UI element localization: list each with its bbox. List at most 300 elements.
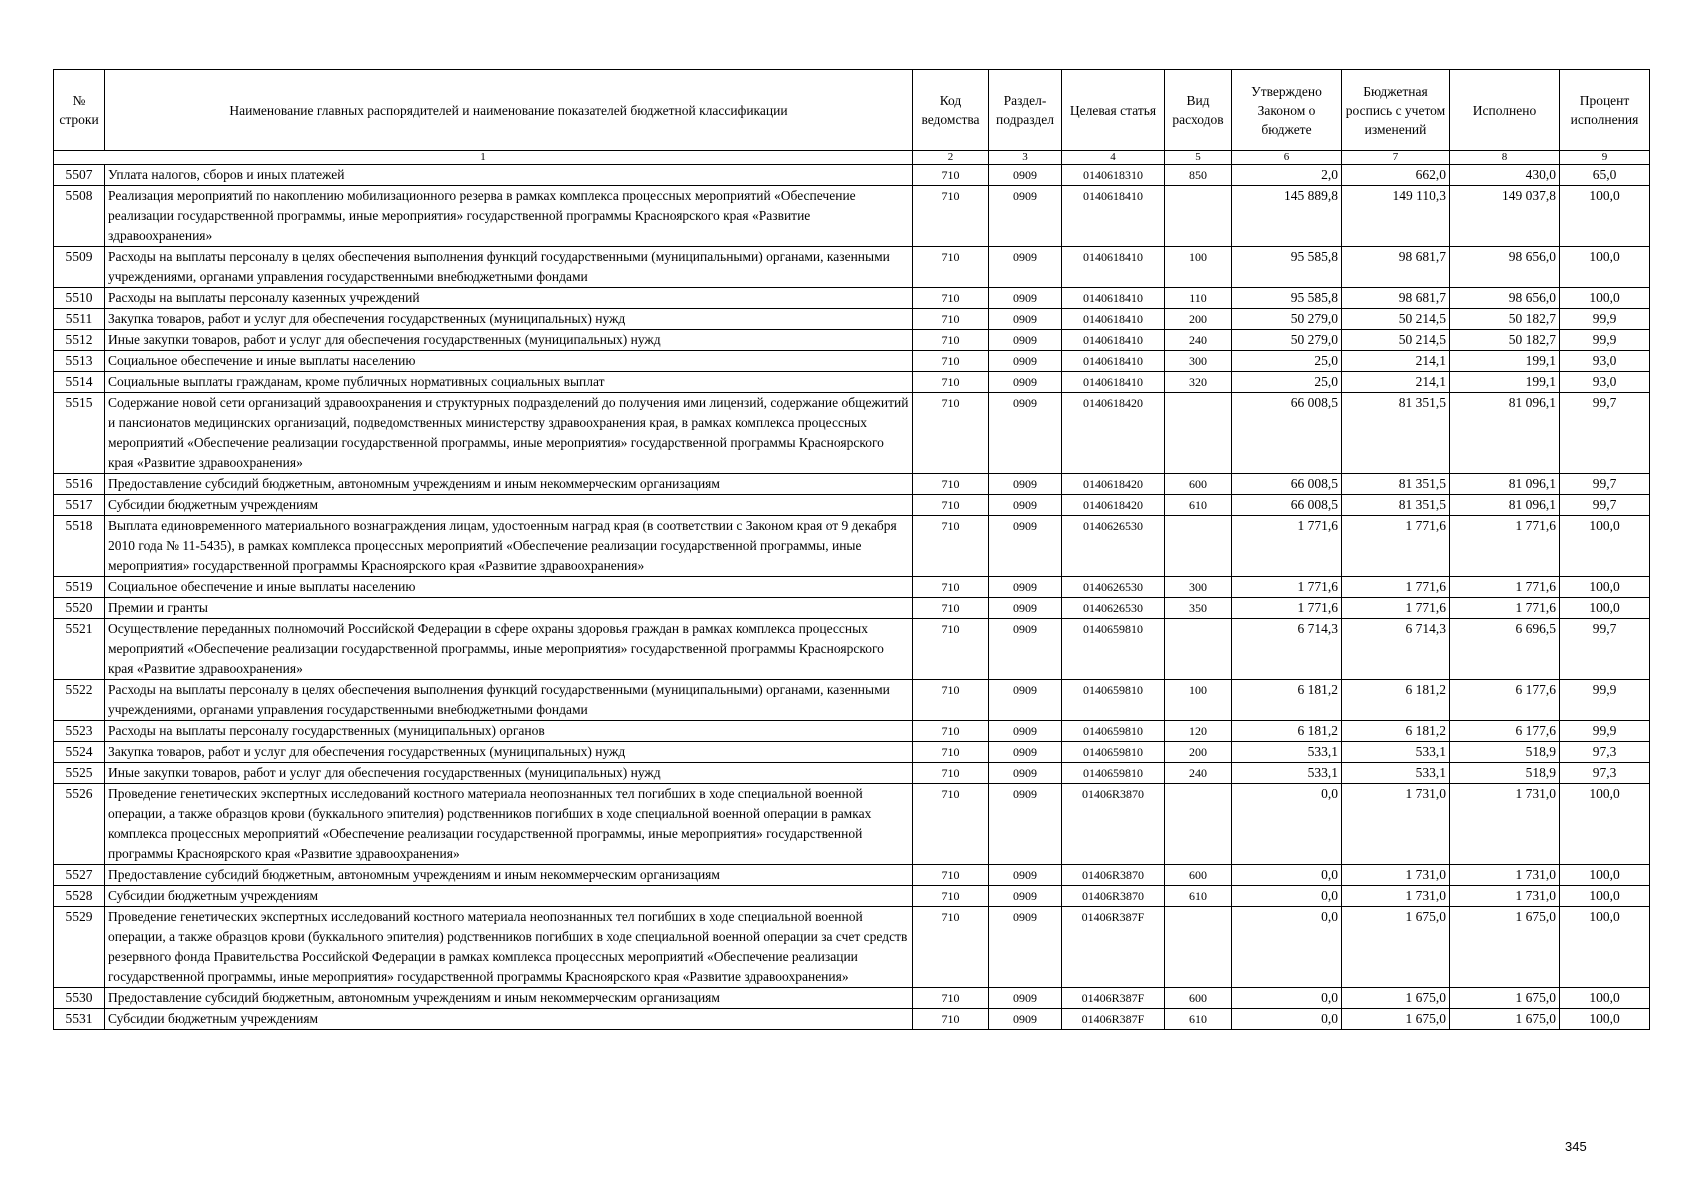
row-target-article: 0140618420 (1062, 393, 1165, 474)
row-expense-type: 850 (1165, 165, 1232, 186)
table-row (54, 393, 1650, 474)
table-row (54, 742, 1650, 763)
row-target-article: 01406R3870 (1062, 865, 1165, 886)
row-expense-type: 610 (1165, 1009, 1232, 1030)
table-row (54, 288, 1650, 309)
row-expense-type: 240 (1165, 763, 1232, 784)
header-percent: Процент исполнения (1560, 70, 1650, 151)
row-ved-code: 710 (913, 721, 989, 742)
row-expense-type: 300 (1165, 351, 1232, 372)
row-section: 0909 (989, 247, 1062, 288)
row-number: 5524 (54, 742, 105, 763)
row-ved-code: 710 (913, 495, 989, 516)
row-expense-type (1165, 619, 1232, 680)
row-expense-type (1165, 784, 1232, 865)
table-row (54, 577, 1650, 598)
row-percent: 99,7 (1560, 474, 1650, 495)
row-percent: 99,7 (1560, 495, 1650, 516)
row-percent: 99,9 (1560, 680, 1650, 721)
row-target-article: 0140659810 (1062, 763, 1165, 784)
row-name: Расходы на выплаты персоналу в целях обеспечения выполнения функций государственными (муниципальными) органами, казенными учреждениями, органами управления государственными внебюджетными фондами (105, 680, 913, 721)
row-ved-code: 710 (913, 247, 989, 288)
row-target-article: 01406R3870 (1062, 784, 1165, 865)
table-row (54, 165, 1650, 186)
table-row (54, 680, 1650, 721)
row-approved: 0,0 (1232, 1009, 1342, 1030)
row-percent: 99,9 (1560, 309, 1650, 330)
row-ved-code: 710 (913, 186, 989, 247)
row-percent: 93,0 (1560, 351, 1650, 372)
row-name: Уплата налогов, сборов и иных платежей (105, 165, 913, 186)
row-budget-list: 6 181,2 (1342, 721, 1450, 742)
row-ved-code: 710 (913, 988, 989, 1009)
row-section: 0909 (989, 577, 1062, 598)
row-budget-list: 214,1 (1342, 372, 1450, 393)
row-approved: 145 889,8 (1232, 186, 1342, 247)
row-approved: 25,0 (1232, 351, 1342, 372)
column-number: 7 (1342, 151, 1450, 165)
row-executed: 1 771,6 (1450, 598, 1560, 619)
row-target-article: 0140618410 (1062, 351, 1165, 372)
row-number: 5511 (54, 309, 105, 330)
row-expense-type: 300 (1165, 577, 1232, 598)
row-approved: 66 008,5 (1232, 393, 1342, 474)
row-name: Премии и гранты (105, 598, 913, 619)
row-percent: 93,0 (1560, 372, 1650, 393)
row-budget-list: 214,1 (1342, 351, 1450, 372)
table-row (54, 247, 1650, 288)
column-number: 3 (989, 151, 1062, 165)
row-executed: 518,9 (1450, 742, 1560, 763)
row-percent: 99,7 (1560, 619, 1650, 680)
row-executed: 1 771,6 (1450, 516, 1560, 577)
row-approved: 0,0 (1232, 907, 1342, 988)
table-row (54, 619, 1650, 680)
row-ved-code: 710 (913, 309, 989, 330)
row-executed: 1 771,6 (1450, 577, 1560, 598)
row-executed: 1 675,0 (1450, 907, 1560, 988)
row-number: 5529 (54, 907, 105, 988)
header-row (54, 70, 1650, 151)
table-body (54, 165, 1650, 1030)
row-approved: 95 585,8 (1232, 247, 1342, 288)
row-target-article: 0140618420 (1062, 495, 1165, 516)
row-name: Субсидии бюджетным учреждениям (105, 1009, 913, 1030)
row-section: 0909 (989, 865, 1062, 886)
header-approved: Утверждено Законом о бюджете (1232, 70, 1342, 151)
row-expense-type: 610 (1165, 495, 1232, 516)
row-target-article: 0140618410 (1062, 186, 1165, 247)
row-section: 0909 (989, 907, 1062, 988)
row-number: 5525 (54, 763, 105, 784)
row-number: 5508 (54, 186, 105, 247)
row-target-article: 0140618410 (1062, 247, 1165, 288)
row-expense-type (1165, 393, 1232, 474)
row-budget-list: 1 675,0 (1342, 1009, 1450, 1030)
table-row (54, 372, 1650, 393)
row-ved-code: 710 (913, 907, 989, 988)
table-row (54, 1009, 1650, 1030)
row-budget-list: 81 351,5 (1342, 474, 1450, 495)
row-name: Реализация мероприятий по накоплению мобилизационного резерва в рамках комплекса процессных мероприятий «Обеспечение реализации государственной программы, иные мероприятия» государственной программы Красноярского края «Развитие здравоохранения» (105, 186, 913, 247)
row-executed: 1 675,0 (1450, 1009, 1560, 1030)
row-number: 5523 (54, 721, 105, 742)
column-number: 1 (54, 151, 913, 165)
row-approved: 1 771,6 (1232, 577, 1342, 598)
row-approved: 6 181,2 (1232, 680, 1342, 721)
page-number: 345 (1565, 1139, 1587, 1154)
row-budget-list: 1 771,6 (1342, 516, 1450, 577)
row-approved: 50 279,0 (1232, 330, 1342, 351)
row-name: Расходы на выплаты персоналу в целях обеспечения выполнения функций государственными (муниципальными) органами, казенными учреждениями, органами управления государственными внебюджетными фондами (105, 247, 913, 288)
row-executed: 518,9 (1450, 763, 1560, 784)
row-name: Проведение генетических экспертных исследований костного материала неопознанных тел погибших в ходе специальной военной операции, а также образцов крови (буккального эпителия) родственников погибших в ходе специальной военной операции в рамках комплекса процессных мероприятий «Обеспечение реализации государственной программы, иные мероприятия» государственной программы Красноярского края «Развитие здравоохранения» (105, 784, 913, 865)
row-name: Социальные выплаты гражданам, кроме публичных нормативных социальных выплат (105, 372, 913, 393)
header-expense-type: Вид расходов (1165, 70, 1232, 151)
row-budget-list: 1 731,0 (1342, 784, 1450, 865)
column-number: 5 (1165, 151, 1232, 165)
row-name: Содержание новой сети организаций здравоохранения и структурных подразделений до получения ими лицензий, содержание общежитий и пансионатов медицинских организаций, подведомственных министерству здравоохранения края, в рамках комплекса процессных мероприятий «Обеспечение реализации государственной программы, иные мероприятия» государственной программы Красноярского края «Развитие здравоохранения» (105, 393, 913, 474)
table-row (54, 330, 1650, 351)
row-expense-type: 100 (1165, 247, 1232, 288)
column-number: 4 (1062, 151, 1165, 165)
table-row (54, 598, 1650, 619)
row-percent: 100,0 (1560, 886, 1650, 907)
row-percent: 100,0 (1560, 516, 1650, 577)
row-approved: 1 771,6 (1232, 516, 1342, 577)
row-approved: 533,1 (1232, 763, 1342, 784)
row-budget-list: 6 714,3 (1342, 619, 1450, 680)
row-number: 5526 (54, 784, 105, 865)
row-budget-list: 81 351,5 (1342, 393, 1450, 474)
row-section: 0909 (989, 886, 1062, 907)
header-row-number: № строки (54, 70, 105, 151)
row-budget-list: 1 771,6 (1342, 577, 1450, 598)
row-expense-type (1165, 186, 1232, 247)
row-ved-code: 710 (913, 865, 989, 886)
row-section: 0909 (989, 721, 1062, 742)
budget-table (53, 69, 1650, 1030)
row-executed: 1 731,0 (1450, 886, 1560, 907)
row-name: Выплата единовременного материального вознаграждения лицам, удостоенным наград края (в соответствии с Законом края от 9 декабря 2010 года № 11-5435), в рамках комплекса процессных мероприятий «Обеспечение реализации государственной программы, иные мероприятия» государственной программы Красноярского края «Развитие здравоохранения» (105, 516, 913, 577)
row-number: 5517 (54, 495, 105, 516)
row-section: 0909 (989, 372, 1062, 393)
row-percent: 97,3 (1560, 763, 1650, 784)
row-executed: 50 182,7 (1450, 330, 1560, 351)
row-percent: 100,0 (1560, 186, 1650, 247)
row-ved-code: 710 (913, 742, 989, 763)
row-target-article: 01406R387F (1062, 988, 1165, 1009)
column-numbers-row (54, 151, 1650, 165)
header-target-article: Целевая статья (1062, 70, 1165, 151)
row-percent: 99,9 (1560, 330, 1650, 351)
table-row (54, 865, 1650, 886)
row-ved-code: 710 (913, 577, 989, 598)
row-expense-type: 600 (1165, 988, 1232, 1009)
row-number: 5516 (54, 474, 105, 495)
row-expense-type: 100 (1165, 680, 1232, 721)
row-approved: 533,1 (1232, 742, 1342, 763)
row-target-article: 0140659810 (1062, 680, 1165, 721)
row-budget-list: 533,1 (1342, 763, 1450, 784)
row-section: 0909 (989, 330, 1062, 351)
row-section: 0909 (989, 393, 1062, 474)
row-budget-list: 533,1 (1342, 742, 1450, 763)
table-row (54, 721, 1650, 742)
row-name: Иные закупки товаров, работ и услуг для обеспечения государственных (муниципальных) нужд (105, 763, 913, 784)
row-ved-code: 710 (913, 288, 989, 309)
row-section: 0909 (989, 288, 1062, 309)
table-row (54, 988, 1650, 1009)
row-budget-list: 50 214,5 (1342, 309, 1450, 330)
row-name: Предоставление субсидий бюджетным, автономным учреждениям и иным некоммерческим организациям (105, 474, 913, 495)
row-approved: 0,0 (1232, 865, 1342, 886)
row-executed: 6 177,6 (1450, 680, 1560, 721)
row-ved-code: 710 (913, 886, 989, 907)
table-row (54, 886, 1650, 907)
row-ved-code: 710 (913, 1009, 989, 1030)
row-executed: 430,0 (1450, 165, 1560, 186)
row-percent: 100,0 (1560, 288, 1650, 309)
row-section: 0909 (989, 598, 1062, 619)
row-budget-list: 1 731,0 (1342, 886, 1450, 907)
row-approved: 0,0 (1232, 784, 1342, 865)
row-budget-list: 6 181,2 (1342, 680, 1450, 721)
row-percent: 100,0 (1560, 1009, 1650, 1030)
row-expense-type: 200 (1165, 742, 1232, 763)
table-row (54, 351, 1650, 372)
header-executed: Исполнено (1450, 70, 1560, 151)
header-name: Наименование главных распорядителей и наименование показателей бюджетной классификации (105, 70, 913, 151)
row-section: 0909 (989, 742, 1062, 763)
column-number: 8 (1450, 151, 1560, 165)
row-percent: 65,0 (1560, 165, 1650, 186)
row-target-article: 0140659810 (1062, 742, 1165, 763)
row-approved: 1 771,6 (1232, 598, 1342, 619)
row-section: 0909 (989, 1009, 1062, 1030)
row-target-article: 0140618410 (1062, 288, 1165, 309)
row-ved-code: 710 (913, 330, 989, 351)
table-row (54, 784, 1650, 865)
row-number: 5514 (54, 372, 105, 393)
row-name: Социальное обеспечение и иные выплаты населению (105, 577, 913, 598)
row-number: 5515 (54, 393, 105, 474)
row-executed: 98 656,0 (1450, 247, 1560, 288)
row-number: 5522 (54, 680, 105, 721)
row-budget-list: 662,0 (1342, 165, 1450, 186)
row-ved-code: 710 (913, 680, 989, 721)
row-ved-code: 710 (913, 372, 989, 393)
row-expense-type: 200 (1165, 309, 1232, 330)
row-percent: 99,7 (1560, 393, 1650, 474)
row-executed: 1 675,0 (1450, 988, 1560, 1009)
row-budget-list: 98 681,7 (1342, 288, 1450, 309)
row-target-article: 01406R3870 (1062, 886, 1165, 907)
row-target-article: 01406R387F (1062, 1009, 1165, 1030)
row-executed: 50 182,7 (1450, 309, 1560, 330)
row-expense-type: 600 (1165, 865, 1232, 886)
row-expense-type: 240 (1165, 330, 1232, 351)
row-ved-code: 710 (913, 393, 989, 474)
header-budget-list: Бюджетная роспись с учетом изменений (1342, 70, 1450, 151)
row-target-article: 0140618410 (1062, 330, 1165, 351)
row-percent: 100,0 (1560, 907, 1650, 988)
row-section: 0909 (989, 988, 1062, 1009)
row-target-article: 0140659810 (1062, 721, 1165, 742)
row-approved: 66 008,5 (1232, 495, 1342, 516)
table-row (54, 474, 1650, 495)
row-ved-code: 710 (913, 784, 989, 865)
row-number: 5528 (54, 886, 105, 907)
row-number: 5509 (54, 247, 105, 288)
row-number: 5527 (54, 865, 105, 886)
row-executed: 1 731,0 (1450, 865, 1560, 886)
row-approved: 66 008,5 (1232, 474, 1342, 495)
row-executed: 81 096,1 (1450, 474, 1560, 495)
row-percent: 97,3 (1560, 742, 1650, 763)
row-executed: 98 656,0 (1450, 288, 1560, 309)
column-number: 6 (1232, 151, 1342, 165)
row-budget-list: 98 681,7 (1342, 247, 1450, 288)
header-ved-code: Код ведомства (913, 70, 989, 151)
row-executed: 149 037,8 (1450, 186, 1560, 247)
row-name: Предоставление субсидий бюджетным, автономным учреждениям и иным некоммерческим организациям (105, 865, 913, 886)
row-number: 5521 (54, 619, 105, 680)
table-row (54, 763, 1650, 784)
row-section: 0909 (989, 516, 1062, 577)
row-expense-type: 610 (1165, 886, 1232, 907)
table-row (54, 495, 1650, 516)
row-name: Социальное обеспечение и иные выплаты населению (105, 351, 913, 372)
budget-table-sheet (53, 69, 1649, 1030)
row-percent: 100,0 (1560, 988, 1650, 1009)
row-name: Осуществление переданных полномочий Российской Федерации в сфере охраны здоровья граждан в рамках комплекса процессных мероприятий «Обеспечение реализации государственной программы, иные мероприятия» государственной программы Красноярского края «Развитие здравоохранения» (105, 619, 913, 680)
row-ved-code: 710 (913, 619, 989, 680)
row-section: 0909 (989, 495, 1062, 516)
row-name: Субсидии бюджетным учреждениям (105, 886, 913, 907)
row-expense-type: 350 (1165, 598, 1232, 619)
row-section: 0909 (989, 309, 1062, 330)
row-section: 0909 (989, 165, 1062, 186)
row-number: 5531 (54, 1009, 105, 1030)
row-target-article: 01406R387F (1062, 907, 1165, 988)
row-approved: 0,0 (1232, 886, 1342, 907)
row-approved: 2,0 (1232, 165, 1342, 186)
row-approved: 50 279,0 (1232, 309, 1342, 330)
row-target-article: 0140618410 (1062, 309, 1165, 330)
row-executed: 81 096,1 (1450, 495, 1560, 516)
row-number: 5507 (54, 165, 105, 186)
row-target-article: 0140618410 (1062, 372, 1165, 393)
row-executed: 6 696,5 (1450, 619, 1560, 680)
row-budget-list: 149 110,3 (1342, 186, 1450, 247)
row-budget-list: 1 675,0 (1342, 907, 1450, 988)
row-number: 5519 (54, 577, 105, 598)
row-target-article: 0140659810 (1062, 619, 1165, 680)
row-name: Расходы на выплаты персоналу казенных учреждений (105, 288, 913, 309)
row-expense-type: 120 (1165, 721, 1232, 742)
table-row (54, 516, 1650, 577)
table-row (54, 186, 1650, 247)
row-section: 0909 (989, 619, 1062, 680)
header-section: Раздел-подраздел (989, 70, 1062, 151)
row-expense-type (1165, 516, 1232, 577)
row-section: 0909 (989, 763, 1062, 784)
row-budget-list: 50 214,5 (1342, 330, 1450, 351)
row-name: Закупка товаров, работ и услуг для обеспечения государственных (муниципальных) нужд (105, 309, 913, 330)
row-section: 0909 (989, 474, 1062, 495)
table-row (54, 309, 1650, 330)
row-executed: 1 731,0 (1450, 784, 1560, 865)
row-budget-list: 1 731,0 (1342, 865, 1450, 886)
row-section: 0909 (989, 186, 1062, 247)
row-name: Иные закупки товаров, работ и услуг для обеспечения государственных (муниципальных) нужд (105, 330, 913, 351)
row-ved-code: 710 (913, 763, 989, 784)
row-executed: 6 177,6 (1450, 721, 1560, 742)
row-approved: 6 181,2 (1232, 721, 1342, 742)
row-number: 5518 (54, 516, 105, 577)
row-name: Предоставление субсидий бюджетным, автономным учреждениям и иным некоммерческим организациям (105, 988, 913, 1009)
row-ved-code: 710 (913, 516, 989, 577)
row-percent: 100,0 (1560, 784, 1650, 865)
row-section: 0909 (989, 680, 1062, 721)
column-number: 9 (1560, 151, 1650, 165)
row-number: 5520 (54, 598, 105, 619)
row-ved-code: 710 (913, 351, 989, 372)
row-expense-type: 320 (1165, 372, 1232, 393)
row-percent: 100,0 (1560, 247, 1650, 288)
row-percent: 100,0 (1560, 865, 1650, 886)
row-number: 5530 (54, 988, 105, 1009)
row-budget-list: 1 675,0 (1342, 988, 1450, 1009)
row-executed: 81 096,1 (1450, 393, 1560, 474)
row-number: 5512 (54, 330, 105, 351)
row-name: Закупка товаров, работ и услуг для обеспечения государственных (муниципальных) нужд (105, 742, 913, 763)
row-target-article: 0140626530 (1062, 598, 1165, 619)
row-executed: 199,1 (1450, 372, 1560, 393)
row-number: 5510 (54, 288, 105, 309)
row-target-article: 0140618420 (1062, 474, 1165, 495)
row-approved: 6 714,3 (1232, 619, 1342, 680)
row-approved: 0,0 (1232, 988, 1342, 1009)
row-percent: 100,0 (1560, 577, 1650, 598)
row-approved: 95 585,8 (1232, 288, 1342, 309)
table-row (54, 907, 1650, 988)
row-percent: 99,9 (1560, 721, 1650, 742)
row-budget-list: 1 771,6 (1342, 598, 1450, 619)
row-percent: 100,0 (1560, 598, 1650, 619)
row-expense-type: 600 (1165, 474, 1232, 495)
row-ved-code: 710 (913, 474, 989, 495)
row-approved: 25,0 (1232, 372, 1342, 393)
row-ved-code: 710 (913, 598, 989, 619)
row-expense-type: 110 (1165, 288, 1232, 309)
row-ved-code: 710 (913, 165, 989, 186)
row-section: 0909 (989, 784, 1062, 865)
row-target-article: 0140626530 (1062, 577, 1165, 598)
row-expense-type (1165, 907, 1232, 988)
row-target-article: 0140626530 (1062, 516, 1165, 577)
row-number: 5513 (54, 351, 105, 372)
row-section: 0909 (989, 351, 1062, 372)
row-name: Субсидии бюджетным учреждениям (105, 495, 913, 516)
row-budget-list: 81 351,5 (1342, 495, 1450, 516)
column-number: 2 (913, 151, 989, 165)
row-target-article: 0140618310 (1062, 165, 1165, 186)
row-executed: 199,1 (1450, 351, 1560, 372)
row-name: Проведение генетических экспертных исследований костного материала неопознанных тел погибших в ходе специальной военной операции, а также образцов крови (буккального эпителия) родственников погибших в ходе специальной военной операции за счет средств резервного фонда Правительства Российской Федерации в рамках комплекса процессных мероприятий «Обеспечение реализации государственной программы, иные мероприятия» государственной программы Красноярского края «Развитие здравоохранения» (105, 907, 913, 988)
row-name: Расходы на выплаты персоналу государственных (муниципальных) органов (105, 721, 913, 742)
